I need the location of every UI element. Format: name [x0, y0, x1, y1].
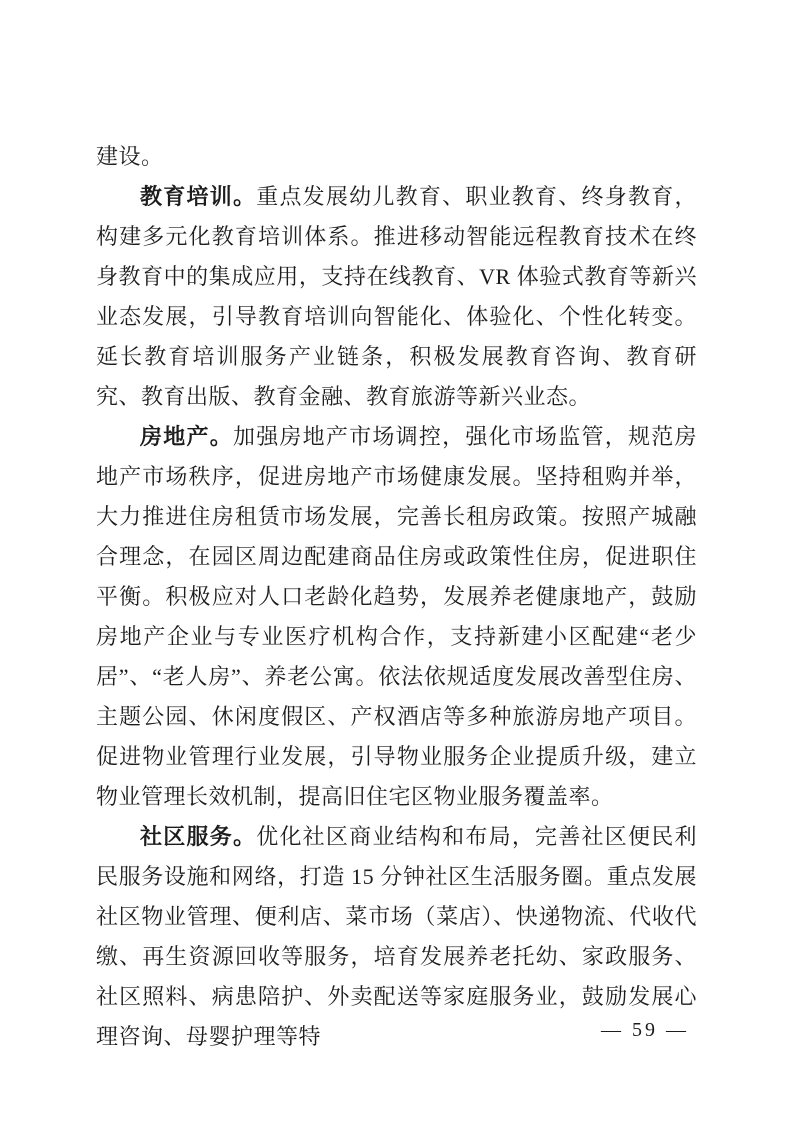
paragraph-lead: 房地产。 [140, 424, 233, 449]
paragraph-text: 加强房地产市场调控，强化市场监管，规范房地产市场秩序，促进房地产市场健康发展。坚持租购并举，大力推进住房租赁市场发展，完善长租房政策。按照产城融合理念，在园区周边配建商品住房或政策性住房，促进职住平衡。积极应对人口老龄化趋势，发展养老健康地产，鼓励房地产企业与专业医疗机构合作，支持新建小区配建“老少居”、“老人房”、养老公寓。依法依规适度发展改善型住房、主题公园、休闲度假区、产权酒店等多种旅游房地产项目。促进物业管理行业发展，引导物业服务企业提质升级，建立物业管理长效机制，提高旧住宅区物业服务覆盖率。 [96, 424, 697, 809]
paragraph-continuation [96, 137, 697, 177]
document-body [96, 137, 697, 1057]
paragraph-education-training [96, 177, 697, 417]
paragraph-lead: 教育培训。 [140, 184, 257, 209]
paragraph-real-estate [96, 417, 697, 817]
paragraph-text: 优化社区商业结构和布局，完善社区便民利民服务设施和网络，打造 15 分钟社区生活服务圈。重点发展社区物业管理、便利店、菜市场（菜店）、快递物流、代收代缴、再生资源回收等服务，培育发展养老托幼、家政服务、社区照料、病患陪护、外卖配送等家庭服务业，鼓励发展心理咨询、母婴护理等特 [96, 824, 697, 1049]
paragraph-text: 重点发展幼儿教育、职业教育、终身教育，构建多元化教育培训体系。推进移动智能远程教育技术在终身教育中的集成应用，支持在线教育、VR 体验式教育等新兴业态发展，引导教育培训向智能化、体验化、个性化转变。延长教育培训服务产业链条，积极发展教育咨询、教育研究、教育出版、教育金融、教育旅游等新兴业态。 [96, 184, 697, 409]
paragraph-lead: 社区服务。 [140, 824, 257, 849]
paragraph-text: 建设。 [96, 144, 164, 169]
page-number: — 59 — [601, 1019, 689, 1041]
